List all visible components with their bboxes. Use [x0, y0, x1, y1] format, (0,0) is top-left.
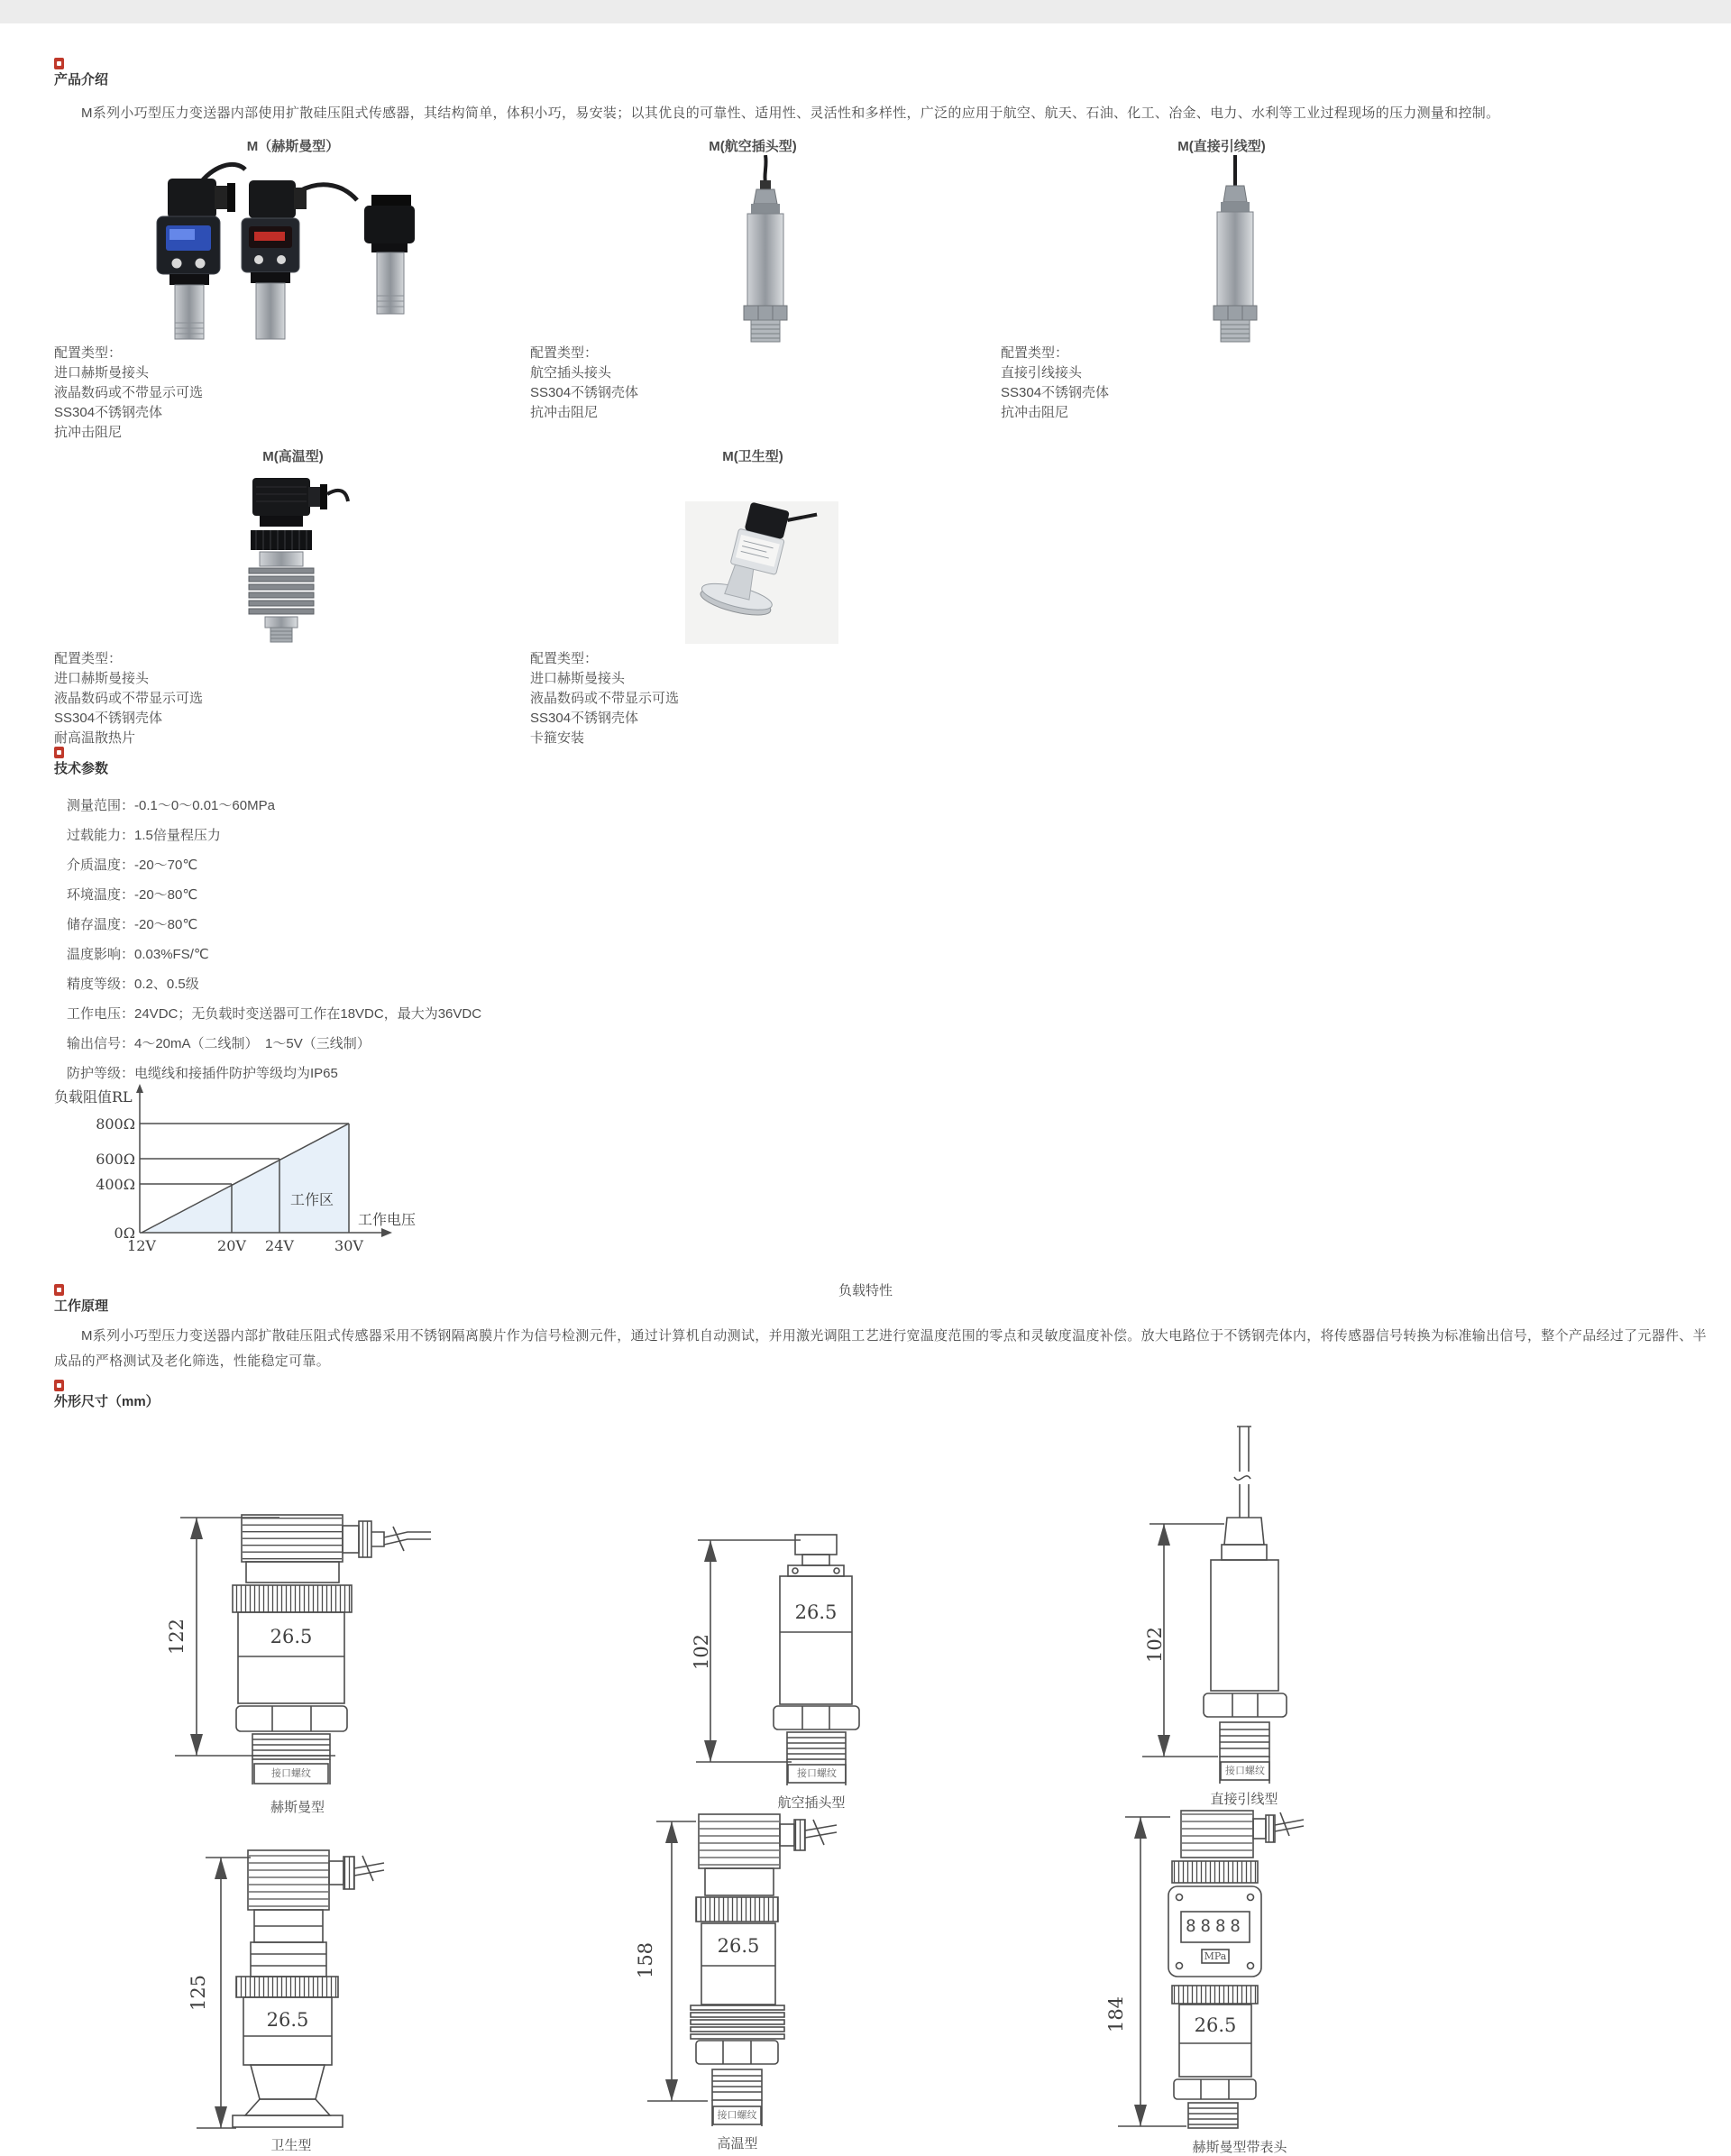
y-tick: 600Ω	[96, 1151, 135, 1168]
config-item: 进口赫斯曼接头	[530, 671, 626, 686]
height-dimension: 125	[188, 1974, 209, 2012]
x-tick: 12V	[127, 1237, 156, 1254]
tech-param: 精度等级：0.2、0.5级	[67, 977, 199, 992]
x-tick: 24V	[265, 1237, 294, 1254]
drawing-canvas	[1109, 1803, 1370, 2155]
drawing-label: 高温型	[717, 2136, 758, 2151]
config-title: 配置类型：	[54, 345, 123, 361]
x-tick: 30V	[334, 1237, 363, 1254]
dimension-drawing-direct	[1131, 1425, 1384, 1812]
section-anchor-icon	[54, 1284, 64, 1296]
tech-param: 工作电压：24VDC；无负载时变送器可工作在18VDC，最大为36VDC	[67, 1006, 482, 1022]
diameter-dimension: 26.5	[266, 2009, 309, 2031]
drawing-label: 直接引线型	[1210, 1792, 1278, 1807]
gauge-unit-label: MPa	[1204, 1950, 1227, 1962]
tech-param: 储存温度：-20～80℃	[67, 917, 198, 932]
drawing-label: 航空插头型	[777, 1795, 846, 1811]
product-photo-hirschmann	[144, 155, 442, 341]
drawing-canvas	[180, 1830, 433, 2155]
thread-label: 接口螺纹	[1225, 1766, 1265, 1776]
y-tick: 800Ω	[96, 1115, 135, 1133]
drawing-label: 卫生型	[270, 2138, 312, 2153]
tech-param: 过载能力：1.5倍量程压力	[67, 828, 221, 843]
config-item: 航空插头接头	[530, 365, 612, 381]
tech-param: 测量范围：-0.1～0～0.01～60MPa	[67, 798, 275, 813]
section-title-intro: 产品介绍	[54, 72, 109, 87]
dimension-drawing-sanitary	[180, 1830, 433, 2155]
config-item: 抗冲击阻尼	[1001, 405, 1069, 420]
thread-label: 接口螺纹	[797, 1768, 837, 1779]
config-item: SS304不锈钢壳体	[530, 711, 639, 726]
chart-x-axis-label: 工作电压	[358, 1211, 417, 1228]
x-tick: 20V	[217, 1237, 246, 1254]
chart-y-axis-label: 负载阻值RL	[54, 1088, 133, 1106]
tech-param: 防护等级：电缆线和接插件防护等级均为IP65	[67, 1066, 338, 1081]
gauge-display-digits: 8888	[1186, 1916, 1245, 1936]
config-item: SS304不锈钢壳体	[54, 405, 163, 420]
section-anchor-icon	[54, 747, 64, 758]
principle-paragraph: M系列小巧型压力变送器内部扩散硅压阻式传感器采用不锈钢隔离膜片作为信号检测元件，通过计算机自动测试，并用激光调阻工艺进行宽温度范围的零点和灵敏度温度补偿。放大电路位于不锈钢壳体内，将传感器信号转换为标准输出信号，整个产品经过了元器件、半成品的严格测试及老化筛选，性能稳定可靠。	[54, 1328, 1707, 1369]
config-item: 进口赫斯曼接头	[54, 671, 150, 686]
y-tick: 400Ω	[96, 1176, 135, 1193]
product-label-hirschmann: M（赫斯曼型）	[246, 139, 340, 154]
height-dimension: 158	[635, 1941, 656, 1979]
config-list-direct	[1001, 344, 1109, 423]
tech-param: 输出信号：4～20mA（二线制） 1～5V（三线制）	[67, 1036, 371, 1051]
config-list-hirschmann	[54, 344, 203, 443]
height-dimension: 184	[1105, 1995, 1127, 2033]
drawing-canvas	[631, 1803, 866, 2155]
config-title: 配置类型：	[530, 345, 599, 361]
config-item: 液晶数码或不带显示可选	[54, 385, 204, 400]
drawing-label: 赫斯曼型带表头	[1192, 2140, 1287, 2155]
config-item: 进口赫斯曼接头	[54, 365, 150, 381]
config-list-aviation	[530, 344, 638, 423]
y-tick: 0Ω	[114, 1225, 135, 1242]
product-label-aviation: M(航空插头型)	[709, 139, 797, 154]
config-item: SS304不锈钢壳体	[1001, 385, 1110, 400]
config-title: 配置类型：	[530, 651, 599, 666]
tech-param: 温度影响：0.03%FS/℃	[67, 947, 209, 962]
config-item: 卡箍安装	[530, 730, 585, 746]
config-item: SS304不锈钢壳体	[530, 385, 639, 400]
thread-label: 接口螺纹	[717, 2110, 757, 2121]
product-label-sanitary: M(卫生型)	[722, 449, 783, 464]
thread-label: 接口螺纹	[271, 1768, 311, 1779]
section-title-principle: 工作原理	[54, 1298, 109, 1314]
height-dimension: 102	[691, 1633, 712, 1671]
section-title-dimensions: 外形尺寸（mm）	[54, 1394, 160, 1409]
config-item: 直接引线接头	[1001, 365, 1083, 381]
product-photo-direct	[1190, 155, 1280, 344]
section-anchor-icon	[54, 58, 64, 69]
section-title-tech: 技术参数	[54, 761, 109, 776]
product-label-hightemp: M(高温型)	[262, 449, 324, 464]
height-dimension: 122	[166, 1618, 188, 1656]
diameter-dimension: 26.5	[1194, 2014, 1237, 2036]
config-item: 抗冲击阻尼	[54, 425, 123, 440]
product-photo-sanitary	[685, 501, 838, 644]
config-list-hightemp	[54, 649, 203, 748]
dimension-drawing-hirschmann	[162, 1501, 433, 1817]
product-photo-hightemp	[233, 465, 350, 646]
dimension-drawing-hightemp	[631, 1803, 866, 2155]
product-photo-aviation	[720, 155, 811, 344]
dimension-drawing-aviation	[691, 1526, 929, 1814]
section-anchor-icon	[54, 1380, 64, 1391]
load-characteristic-chart	[54, 1082, 469, 1289]
diameter-dimension: 26.5	[270, 1626, 313, 1647]
config-item: 液晶数码或不带显示可选	[530, 691, 680, 706]
height-dimension: 102	[1144, 1626, 1166, 1664]
drawing-canvas	[1131, 1425, 1384, 1812]
config-item: 耐高温散热片	[54, 730, 136, 746]
config-item: 抗冲击阻尼	[530, 405, 599, 420]
product-label-direct: M(直接引线型)	[1177, 139, 1266, 154]
drawing-label: 赫斯曼型	[270, 1800, 325, 1815]
config-title: 配置类型：	[1001, 345, 1069, 361]
tech-param: 介质温度：-20～70℃	[67, 858, 198, 873]
diameter-dimension: 26.5	[717, 1935, 760, 1957]
top-strip	[0, 0, 1731, 23]
chart-region-label: 工作区	[290, 1191, 334, 1208]
config-item: SS304不锈钢壳体	[54, 711, 163, 726]
config-list-sanitary	[530, 649, 679, 748]
dimension-drawing-gauge	[1105, 1803, 1370, 2155]
intro-paragraph: M系列小巧型压力变送器内部使用扩散硅压阻式传感器，其结构简单，体积小巧，易安装；以其优良的可靠性、适用性、灵活性和多样性，广泛的应用于航空、航天、石油、化工、冶金、电力、水利等工业过程现场的压力测量和控制。	[81, 106, 1500, 121]
diameter-dimension: 26.5	[794, 1601, 838, 1623]
config-item: 液晶数码或不带显示可选	[54, 691, 204, 706]
tech-param: 环境温度：-20～80℃	[67, 887, 198, 903]
config-title: 配置类型：	[54, 651, 123, 666]
chart-caption: 负载特性	[838, 1283, 893, 1298]
